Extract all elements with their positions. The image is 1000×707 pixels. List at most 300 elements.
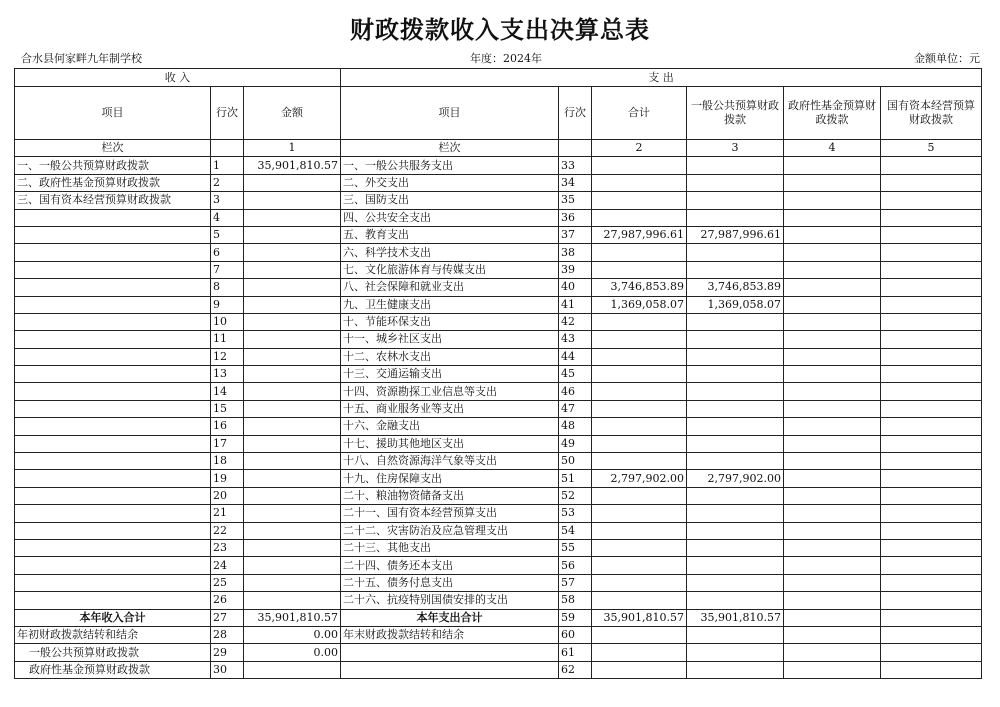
expense-total: [592, 261, 687, 278]
income-item: [15, 487, 211, 504]
expense-total: [592, 366, 687, 383]
opening-gov-fund-label: 政府性基金预算财政拨款: [15, 661, 211, 678]
expense-general: [687, 557, 784, 574]
state-capital-cell: [881, 435, 982, 452]
income-amount: [244, 557, 341, 574]
unit-name: 合水县何家畔九年制学校: [21, 52, 142, 65]
column-number: 5: [881, 140, 982, 157]
row-number: 62: [559, 661, 592, 678]
income-amount-header: 金额: [244, 87, 341, 140]
column-number: 1: [244, 140, 341, 157]
gov-fund-cell: [784, 366, 881, 383]
gov-fund-cell: [784, 400, 881, 417]
income-total-amount: 35,901,810.57: [244, 609, 341, 626]
row-number: 60: [559, 626, 592, 643]
row-number: 12: [211, 348, 244, 365]
expense-total: 1,369,058.07: [592, 296, 687, 313]
state-capital-cell: [881, 261, 982, 278]
gov-fund-cell: [784, 592, 881, 609]
expense-general: [687, 209, 784, 226]
row-number: 50: [559, 453, 592, 470]
income-amount: [244, 366, 341, 383]
income-item: [15, 400, 211, 417]
gov-fund-cell: [784, 209, 881, 226]
expense-item: 十二、农林水支出: [341, 348, 559, 365]
expense-item: 十七、援助其他地区支出: [341, 435, 559, 452]
state-capital-cell: [881, 574, 982, 591]
table-row: [15, 157, 982, 174]
row-number: 58: [559, 592, 592, 609]
general-budget-header: 一般公共预算财政拨款: [687, 87, 784, 140]
gov-fund-cell: [784, 279, 881, 296]
income-item: 二、政府性基金预算财政拨款: [15, 174, 211, 191]
expense-general: 27,987,996.61: [687, 226, 784, 243]
expense-total: [592, 157, 687, 174]
opening-balance-label: 年初财政拨款结转和结余: [15, 626, 211, 643]
expense-item: 二十四、债务还本支出: [341, 557, 559, 574]
row-number: 42: [559, 313, 592, 330]
table-row: [15, 487, 982, 504]
income-item: [15, 313, 211, 330]
income-amount: [244, 244, 341, 261]
expense-item: 十四、资源勘探工业信息等支出: [341, 383, 559, 400]
expense-item: 二十、粮油物资储备支出: [341, 487, 559, 504]
expense-item: 五、教育支出: [341, 226, 559, 243]
gov-fund-cell: [784, 226, 881, 243]
table-row: [15, 226, 982, 243]
row-number: 10: [211, 313, 244, 330]
state-capital-cell: [881, 522, 982, 539]
income-amount: [244, 174, 341, 191]
table-row: [15, 313, 982, 330]
row-number: 3: [211, 192, 244, 209]
expense-general: [687, 592, 784, 609]
income-item: [15, 539, 211, 556]
row-number: 8: [211, 279, 244, 296]
table-row: [15, 331, 982, 348]
income-amount: [244, 487, 341, 504]
row-number: 48: [559, 418, 592, 435]
expense-total: [592, 435, 687, 452]
fiscal-year: 年度：2024年: [470, 52, 542, 65]
row-number: 52: [559, 487, 592, 504]
gov-fund-cell: [784, 174, 881, 191]
opening-general-amount: 0.00: [244, 644, 341, 661]
table-row: [15, 470, 982, 487]
expense-item: 十三、交通运输支出: [341, 366, 559, 383]
state-capital-cell: [881, 539, 982, 556]
row-number: 29: [211, 644, 244, 661]
row-number: 16: [211, 418, 244, 435]
table-row: [15, 539, 982, 556]
income-item: [15, 261, 211, 278]
row-number: 24: [211, 557, 244, 574]
expense-general: [687, 261, 784, 278]
fiscal-summary-table: [14, 68, 982, 679]
state-capital-cell: [881, 157, 982, 174]
state-capital-cell: [881, 418, 982, 435]
income-item: [15, 505, 211, 522]
row-number: 39: [559, 261, 592, 278]
expense-general: [687, 418, 784, 435]
row-number: 55: [559, 539, 592, 556]
expense-total: [592, 557, 687, 574]
expense-item: 十、节能环保支出: [341, 313, 559, 330]
expense-total: [592, 418, 687, 435]
income-header: 收 入: [15, 69, 341, 87]
row-number: 14: [211, 383, 244, 400]
income-item: [15, 522, 211, 539]
income-amount: [244, 435, 341, 452]
state-capital-cell: [881, 209, 982, 226]
income-item: [15, 209, 211, 226]
opening-balance-amount: 0.00: [244, 626, 341, 643]
expense-total: [592, 192, 687, 209]
row-number: 30: [211, 661, 244, 678]
row-number: 2: [211, 174, 244, 191]
column-number: 3: [687, 140, 784, 157]
expense-general: [687, 522, 784, 539]
row-number: 7: [211, 261, 244, 278]
gov-fund-cell: [784, 418, 881, 435]
gov-fund-cell: [784, 192, 881, 209]
expense-total: [592, 487, 687, 504]
row-number: 37: [559, 226, 592, 243]
income-amount: [244, 331, 341, 348]
opening-gov-fund-amount: [244, 661, 341, 678]
income-amount: [244, 226, 341, 243]
income-amount: [244, 505, 341, 522]
income-amount: [244, 400, 341, 417]
table-row: [15, 453, 982, 470]
table-row: [15, 400, 982, 417]
row-number: 1: [211, 157, 244, 174]
state-capital-cell: [881, 470, 982, 487]
currency-unit: 金额单位：元: [914, 52, 980, 65]
expense-item: 九、卫生健康支出: [341, 296, 559, 313]
expense-total: [592, 539, 687, 556]
row-number: 18: [211, 453, 244, 470]
expense-item: 六、科学技术支出: [341, 244, 559, 261]
gov-fund-cell: [784, 522, 881, 539]
income-item: [15, 366, 211, 383]
row-number: 6: [211, 244, 244, 261]
expense-total: [592, 244, 687, 261]
state-capital-cell: [881, 192, 982, 209]
table-row: [15, 574, 982, 591]
row-number: 43: [559, 331, 592, 348]
state-capital-cell: [881, 400, 982, 417]
expense-general: [687, 313, 784, 330]
expense-item: 二十六、抗疫特别国债安排的支出: [341, 592, 559, 609]
gov-fund-cell: [784, 244, 881, 261]
income-amount: 35,901,810.57: [244, 157, 341, 174]
income-item-header: 项目: [15, 87, 211, 140]
expense-item: 十五、商业服务业等支出: [341, 400, 559, 417]
table-row: [15, 522, 982, 539]
row-number: 35: [559, 192, 592, 209]
state-capital-cell: [881, 487, 982, 504]
income-amount: [244, 279, 341, 296]
row-number: 61: [559, 644, 592, 661]
row-number: 54: [559, 522, 592, 539]
row-number: 49: [559, 435, 592, 452]
state-capital-cell: [881, 279, 982, 296]
state-capital-cell: [881, 313, 982, 330]
expense-general: 2,797,902.00: [687, 470, 784, 487]
gov-fund-cell: [784, 296, 881, 313]
expense-general: [687, 244, 784, 261]
income-item: [15, 592, 211, 609]
row-number: 59: [559, 609, 592, 626]
expense-total-label: 本年支出合计: [341, 609, 559, 626]
row-number: 46: [559, 383, 592, 400]
state-capital-cell: [881, 557, 982, 574]
income-item: [15, 331, 211, 348]
table-row: [15, 174, 982, 191]
income-total-label: 本年收入合计: [15, 609, 211, 626]
income-amount: [244, 574, 341, 591]
row-number: 51: [559, 470, 592, 487]
expense-total: 3,746,853.89: [592, 279, 687, 296]
expense-total: [592, 209, 687, 226]
expense-general: [687, 192, 784, 209]
column-number: 2: [592, 140, 687, 157]
expense-total: [592, 574, 687, 591]
income-amount: [244, 296, 341, 313]
income-item: [15, 296, 211, 313]
expense-general: [687, 435, 784, 452]
expense-general: 1,369,058.07: [687, 296, 784, 313]
expense-general: [687, 331, 784, 348]
row-number: 11: [211, 331, 244, 348]
gov-fund-cell: [784, 539, 881, 556]
expense-item: 十八、自然资源海洋气象等支出: [341, 453, 559, 470]
row-number: 40: [559, 279, 592, 296]
state-capital-cell: [881, 366, 982, 383]
row-number: 4: [211, 209, 244, 226]
income-item: [15, 418, 211, 435]
expense-item: 八、社会保障和就业支出: [341, 279, 559, 296]
expense-item: 七、文化旅游体育与传媒支出: [341, 261, 559, 278]
expense-item: 十六、金融支出: [341, 418, 559, 435]
row-number: 56: [559, 557, 592, 574]
gov-fund-cell: [784, 557, 881, 574]
row-number: 23: [211, 539, 244, 556]
expense-general: 3,746,853.89: [687, 279, 784, 296]
gov-fund-cell: [784, 331, 881, 348]
expense-total: [592, 522, 687, 539]
expense-total: [592, 383, 687, 400]
table-row: [15, 261, 982, 278]
row-number: 47: [559, 400, 592, 417]
opening-general-label: 一般公共预算财政拨款: [15, 644, 211, 661]
state-capital-cell: [881, 296, 982, 313]
income-item: [15, 557, 211, 574]
table-row: [15, 192, 982, 209]
state-capital-cell: [881, 505, 982, 522]
expense-item: 四、公共安全支出: [341, 209, 559, 226]
income-item: [15, 348, 211, 365]
expense-general-amount: 35,901,810.57: [687, 609, 784, 626]
gov-fund-cell: [784, 470, 881, 487]
gov-fund-cell: [784, 574, 881, 591]
income-amount: [244, 592, 341, 609]
row-number: 13: [211, 366, 244, 383]
expense-total: [592, 348, 687, 365]
column-number: 4: [784, 140, 881, 157]
income-item: [15, 383, 211, 400]
gov-fund-cell: [784, 453, 881, 470]
expense-general: [687, 574, 784, 591]
expense-item-header: 项目: [341, 87, 559, 140]
table-row: [15, 279, 982, 296]
state-capital-cell: [881, 331, 982, 348]
expense-general: [687, 505, 784, 522]
income-item: [15, 226, 211, 243]
row-number: 28: [211, 626, 244, 643]
row-number: 53: [559, 505, 592, 522]
expense-total: 27,987,996.61: [592, 226, 687, 243]
table-row: [15, 557, 982, 574]
table-row: [15, 348, 982, 365]
income-amount: [244, 348, 341, 365]
income-item: 三、国有资本经营预算财政拨款: [15, 192, 211, 209]
expense-total-amount: 35,901,810.57: [592, 609, 687, 626]
table-row: [15, 418, 982, 435]
state-capital-cell: [881, 453, 982, 470]
table-row: [15, 296, 982, 313]
table-row: [15, 435, 982, 452]
row-number: 25: [211, 574, 244, 591]
gov-fund-cell: [784, 157, 881, 174]
expense-item: 二十一、国有资本经营预算支出: [341, 505, 559, 522]
row-number: 9: [211, 296, 244, 313]
expense-header: 支 出: [341, 69, 982, 87]
expense-total: [592, 505, 687, 522]
expense-item: 十一、城乡社区支出: [341, 331, 559, 348]
income-amount: [244, 313, 341, 330]
income-amount: [244, 383, 341, 400]
expense-item: 一、一般公共服务支出: [341, 157, 559, 174]
income-item: [15, 244, 211, 261]
expense-general: [687, 157, 784, 174]
income-item: [15, 470, 211, 487]
expense-item: 十九、住房保障支出: [341, 470, 559, 487]
expense-total: [592, 400, 687, 417]
income-amount: [244, 539, 341, 556]
expense-rowno-header: 行次: [559, 87, 592, 140]
gov-fund-cell: [784, 261, 881, 278]
state-capital-cell: [881, 592, 982, 609]
state-capital-cell: [881, 244, 982, 261]
income-amount: [244, 209, 341, 226]
income-item: [15, 574, 211, 591]
expense-general: [687, 174, 784, 191]
row-number: 27: [211, 609, 244, 626]
table-row: [15, 383, 982, 400]
income-amount: [244, 261, 341, 278]
row-number: 57: [559, 574, 592, 591]
income-amount: [244, 192, 341, 209]
gov-fund-header: 政府性基金预算财政拨款: [784, 87, 881, 140]
row-number: 19: [211, 470, 244, 487]
income-rowno-header: 行次: [211, 87, 244, 140]
row-number: 34: [559, 174, 592, 191]
expense-general: [687, 383, 784, 400]
row-number: 41: [559, 296, 592, 313]
table-row: [15, 592, 982, 609]
gov-fund-cell: [784, 487, 881, 504]
expense-total: [592, 453, 687, 470]
income-amount: [244, 522, 341, 539]
expense-total: [592, 313, 687, 330]
state-capital-cell: [881, 383, 982, 400]
income-item: [15, 279, 211, 296]
expense-total: [592, 331, 687, 348]
state-capital-cell: [881, 174, 982, 191]
column-label: 栏次: [341, 140, 559, 157]
expense-total: 2,797,902.00: [592, 470, 687, 487]
expense-total: [592, 174, 687, 191]
table-row: [15, 209, 982, 226]
row-number: 45: [559, 366, 592, 383]
expense-general: [687, 348, 784, 365]
table-row: [15, 505, 982, 522]
income-amount: [244, 470, 341, 487]
expense-item: 二十二、灾害防治及应急管理支出: [341, 522, 559, 539]
gov-fund-cell: [784, 505, 881, 522]
expense-total: [592, 592, 687, 609]
income-item: [15, 435, 211, 452]
row-number: 33: [559, 157, 592, 174]
row-number: 22: [211, 522, 244, 539]
row-number: 15: [211, 400, 244, 417]
gov-fund-cell: [784, 348, 881, 365]
expense-general: [687, 366, 784, 383]
row-number: 36: [559, 209, 592, 226]
table-row: [15, 244, 982, 261]
gov-fund-cell: [784, 435, 881, 452]
total-header: 合计: [592, 87, 687, 140]
row-number: 20: [211, 487, 244, 504]
row-number: 26: [211, 592, 244, 609]
row-number: 38: [559, 244, 592, 261]
closing-balance-label: 年末财政拨款结转和结余: [341, 626, 559, 643]
row-number: 5: [211, 226, 244, 243]
gov-fund-cell: [784, 313, 881, 330]
row-number: 17: [211, 435, 244, 452]
row-number: 44: [559, 348, 592, 365]
row-number: 21: [211, 505, 244, 522]
expense-general: [687, 487, 784, 504]
income-item: 一、一般公共预算财政拨款: [15, 157, 211, 174]
table-row: [15, 366, 982, 383]
expense-item: 三、国防支出: [341, 192, 559, 209]
state-capital-cell: [881, 226, 982, 243]
income-amount: [244, 453, 341, 470]
expense-general: [687, 453, 784, 470]
expense-item: 二、外交支出: [341, 174, 559, 191]
expense-general: [687, 400, 784, 417]
column-label: 栏次: [15, 140, 211, 157]
expense-general: [687, 539, 784, 556]
income-item: [15, 453, 211, 470]
expense-item: 二十三、其他支出: [341, 539, 559, 556]
gov-fund-cell: [784, 383, 881, 400]
page-title: 财政拨款收入支出决算总表: [350, 15, 650, 44]
expense-item: 二十五、债务付息支出: [341, 574, 559, 591]
